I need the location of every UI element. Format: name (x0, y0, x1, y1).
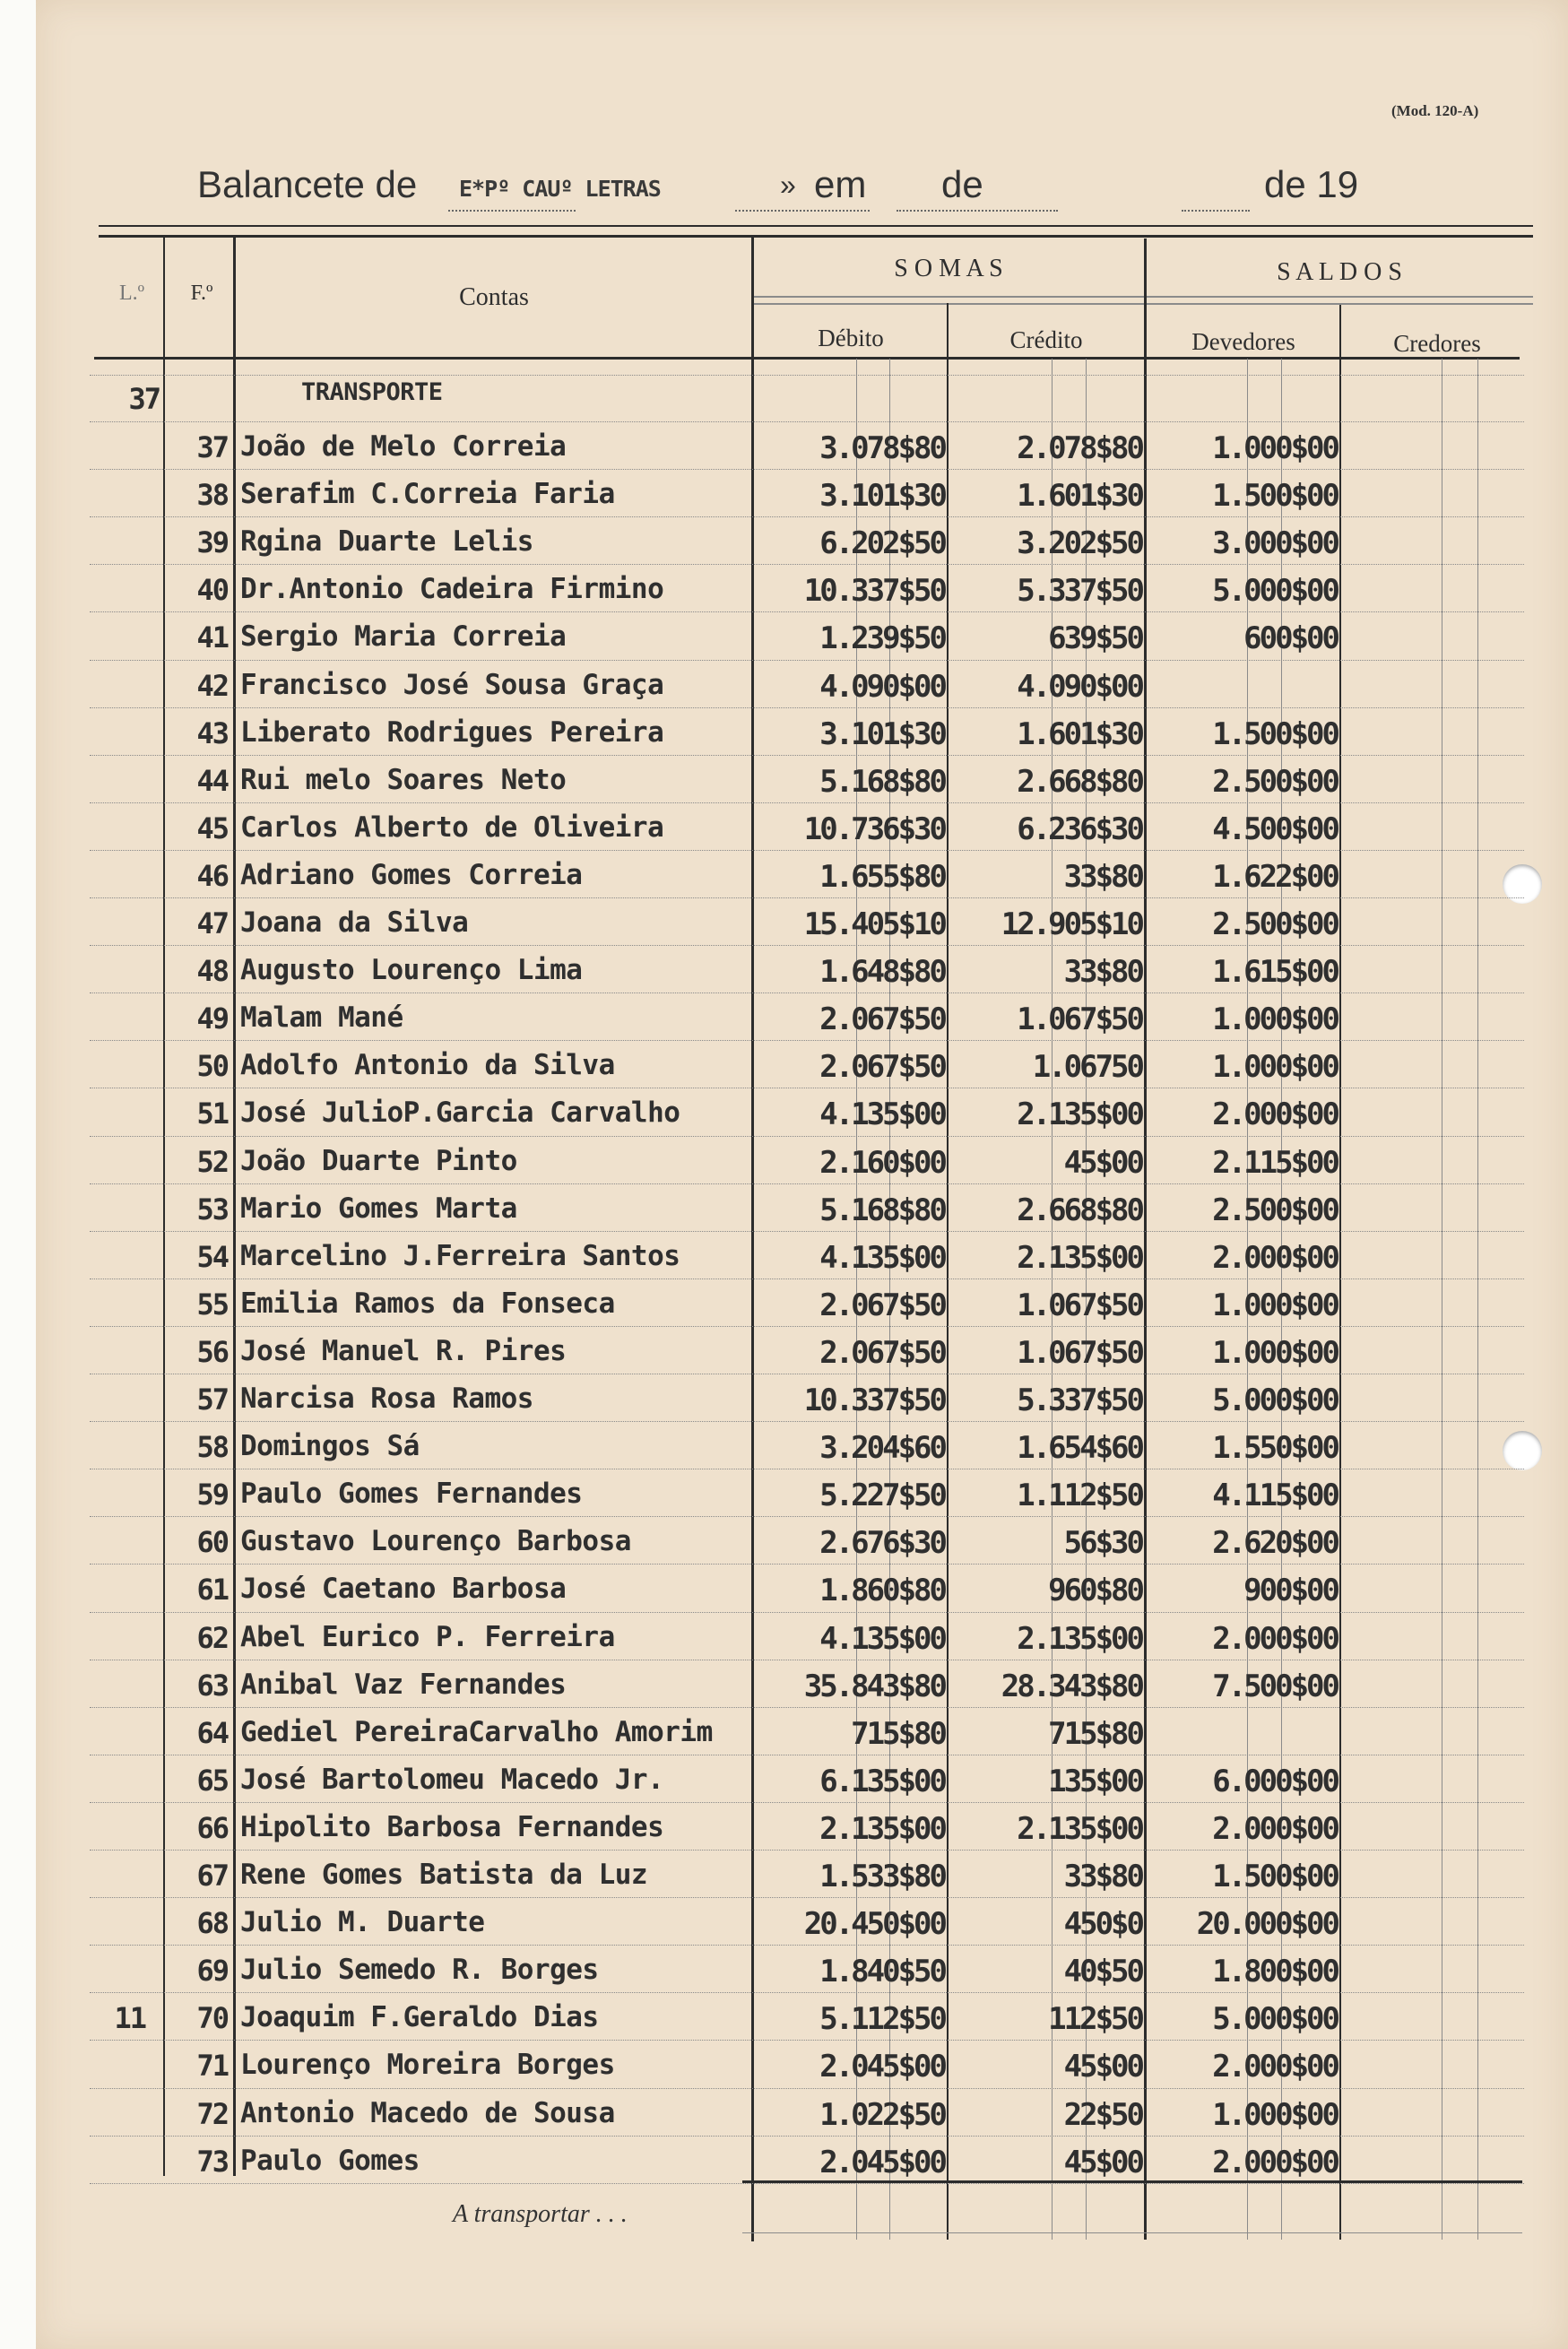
credit-amount: 112$50 (1048, 2001, 1142, 2037)
row-rule (90, 1612, 1524, 1613)
punch-hole-bottom (1503, 1431, 1542, 1470)
credit-amount: 2.078$80 (1017, 430, 1142, 466)
debit-amount: 2.045$00 (819, 2145, 945, 2180)
debtor-balance: 4.115$00 (1212, 1478, 1338, 1513)
debit-amount: 2.067$50 (819, 1335, 945, 1371)
row-rule (90, 2040, 1524, 2041)
account-name: João de Melo Correia (240, 430, 567, 463)
debit-amount: 15.405$10 (803, 906, 945, 942)
credit-amount: 1.601$30 (1017, 716, 1142, 752)
row-rule (90, 1326, 1524, 1327)
debit-amount: 1.655$80 (819, 859, 945, 895)
row-rule (90, 1231, 1524, 1232)
folio-number: 37 (196, 430, 228, 464)
debit-amount: 35.843$80 (803, 1669, 945, 1704)
folio-number: 43 (196, 716, 228, 750)
row-rule (90, 2136, 1524, 2137)
folio-number: 40 (196, 573, 228, 607)
row-rule (90, 1850, 1524, 1851)
folio-number: 42 (196, 669, 228, 703)
row-rule (90, 897, 1524, 898)
row-rule (90, 945, 1524, 946)
row-rule (90, 1992, 1524, 1993)
debit-amount: 2.067$50 (819, 1001, 945, 1037)
account-name: Emilia Ramos da Fonseca (240, 1287, 615, 1320)
header-contas: Contas (459, 283, 529, 311)
credit-amount: 1.067$50 (1017, 1287, 1142, 1323)
account-name: Paulo Gomes (240, 2145, 420, 2177)
credit-amount: 2.668$80 (1017, 764, 1142, 800)
credit-amount: 2.135$00 (1017, 1096, 1142, 1132)
folio-number: 63 (196, 1669, 228, 1703)
account-name: Augusto Lourenço Lima (240, 954, 583, 986)
debit-amount: 2.676$30 (819, 1525, 945, 1561)
folio-number: 73 (196, 2145, 228, 2179)
account-name: José Bartolomeu Macedo Jr. (240, 1764, 664, 1796)
debtor-balance: 1.000$00 (1212, 1049, 1338, 1085)
debit-amount: 20.450$00 (803, 1906, 945, 1942)
lo-mark: 11 (114, 2001, 145, 2035)
account-name: Abel Eurico P. Ferreira (240, 1621, 615, 1653)
row-rule (90, 1136, 1524, 1137)
folio-number: 46 (196, 859, 228, 893)
folio-number: 58 (196, 1430, 228, 1464)
account-name: Rene Gomes Batista da Luz (240, 1859, 648, 1891)
credit-amount: 5.337$50 (1017, 573, 1142, 609)
account-name: Rui melo Soares Neto (240, 764, 567, 796)
credit-amount: 33$80 (1063, 954, 1142, 990)
account-name: Paulo Gomes Fernandes (240, 1478, 583, 1510)
account-name: Anibal Vaz Fernandes (240, 1669, 567, 1701)
page-title (197, 163, 1434, 217)
credit-amount: 40$50 (1063, 1954, 1142, 1989)
debit-amount: 1.648$80 (819, 954, 945, 990)
row-rule (90, 1040, 1524, 1041)
debit-amount: 5.168$80 (819, 1192, 945, 1228)
debit-amount: 5.168$80 (819, 764, 945, 800)
credit-amount: 33$80 (1063, 859, 1142, 895)
title-de: de (941, 163, 983, 205)
folio-number: 39 (196, 525, 228, 559)
debtor-balance: 5.000$00 (1212, 1383, 1338, 1418)
folio-number: 41 (196, 620, 228, 654)
debtor-balance: 2.000$00 (1212, 2049, 1338, 2085)
folio-number: 48 (196, 954, 228, 988)
debit-amount: 715$80 (851, 1716, 945, 1752)
folio-number: 49 (196, 1001, 228, 1036)
credit-amount: 1.06750 (1032, 1049, 1142, 1085)
debtor-balance: 1.000$00 (1212, 1001, 1338, 1037)
credit-amount: 45$00 (1063, 2145, 1142, 2180)
account-name: José Manuel R. Pires (240, 1335, 567, 1367)
header-fo: F.º (190, 282, 213, 305)
debit-amount: 2.067$50 (819, 1287, 945, 1323)
debit-amount: 10.736$30 (803, 811, 945, 847)
folio-number: 50 (196, 1049, 228, 1083)
debtor-balance: 5.000$00 (1212, 2001, 1338, 2037)
folio-number: 65 (196, 1764, 228, 1798)
debit-amount: 5.227$50 (819, 1478, 945, 1513)
credit-amount: 1.601$30 (1017, 478, 1142, 514)
footer-transportar: A transportar . . . (453, 2200, 628, 2228)
debit-amount: 1.022$50 (819, 2097, 945, 2133)
folio-number: 72 (196, 2097, 228, 2131)
folio-number: 59 (196, 1478, 228, 1512)
debtor-balance: 2.000$00 (1212, 1621, 1338, 1657)
folio-number: 56 (196, 1335, 228, 1369)
account-name: João Duarte Pinto (240, 1145, 517, 1177)
folio-number: 47 (196, 906, 228, 940)
folio-number: 52 (196, 1145, 228, 1179)
account-name: Gustavo Lourenço Barbosa (240, 1525, 631, 1557)
debtor-balance: 1.000$00 (1212, 1287, 1338, 1323)
row-rule (90, 1897, 1524, 1898)
debtor-balance: 2.500$00 (1212, 906, 1338, 942)
folio-number: 44 (196, 764, 228, 798)
folio-number: 38 (196, 478, 228, 512)
debit-amount: 3.101$30 (819, 716, 945, 752)
credit-amount: 1.067$50 (1017, 1001, 1142, 1037)
row-rule (90, 611, 1524, 612)
debtor-balance: 1.000$00 (1212, 430, 1338, 466)
debit-amount: 2.135$00 (819, 1811, 945, 1847)
account-name: Adriano Gomes Correia (240, 859, 583, 891)
row-rule (90, 1516, 1524, 1517)
debit-amount: 10.337$50 (803, 573, 945, 609)
account-name: Carlos Alberto de Oliveira (240, 811, 664, 844)
credit-amount: 2.135$00 (1017, 1811, 1142, 1847)
row-rule (90, 1945, 1524, 1946)
folio-number: 55 (196, 1287, 228, 1322)
title-prefix: Balancete de (197, 163, 418, 205)
debit-amount: 5.112$50 (819, 2001, 945, 2037)
account-name: José Caetano Barbosa (240, 1573, 567, 1605)
debit-amount: 2.067$50 (819, 1049, 945, 1085)
debit-amount: 3.101$30 (819, 478, 945, 514)
debit-amount: 4.135$00 (819, 1621, 945, 1657)
folio-number: 60 (196, 1525, 228, 1559)
debtor-balance: 2.000$00 (1212, 1811, 1338, 1847)
debtor-balance: 1.500$00 (1212, 478, 1338, 514)
account-name: Serafim C.Correia Faria (240, 478, 615, 510)
credit-amount: 1.112$50 (1017, 1478, 1142, 1513)
account-name: Gediel PereiraCarvalho Amorim (240, 1716, 713, 1748)
folio-number: 66 (196, 1811, 228, 1845)
credit-amount: 135$00 (1048, 1764, 1142, 1799)
folio-number: 69 (196, 1954, 228, 1988)
row-rule (90, 2183, 1524, 2184)
debtor-balance: 7.500$00 (1212, 1669, 1338, 1704)
debtor-balance: 1.622$00 (1212, 859, 1338, 895)
debtor-balance: 1.615$00 (1212, 954, 1338, 990)
account-name: Dr.Antonio Cadeira Firmino (240, 573, 664, 605)
folio-number: 64 (196, 1716, 228, 1750)
debtor-balance: 2.000$00 (1212, 2145, 1338, 2180)
row-rule (90, 1802, 1524, 1803)
account-name: Joana da Silva (240, 906, 469, 939)
row-rule (90, 992, 1524, 993)
folio-number: 53 (196, 1192, 228, 1227)
folio-number: 51 (196, 1096, 228, 1131)
credit-amount: 45$00 (1063, 2049, 1142, 2085)
debtor-balance: 900$00 (1243, 1573, 1338, 1608)
transport-label: TRANSPORTE (301, 378, 443, 406)
credit-amount: 450$0 (1063, 1906, 1142, 1942)
debit-amount: 1.533$80 (819, 1859, 945, 1894)
header-credores: Credores (1393, 330, 1481, 357)
account-name: Sergio Maria Correia (240, 620, 567, 653)
title-em: em (814, 163, 867, 205)
row-rule (90, 516, 1524, 517)
credit-amount: 6.236$30 (1017, 811, 1142, 847)
debtor-balance: 1.000$00 (1212, 2097, 1338, 2133)
account-name: Narcisa Rosa Ramos (240, 1383, 533, 1415)
folio-number: 45 (196, 811, 228, 845)
header-credito: Crédito (1009, 326, 1083, 353)
debit-amount: 4.135$00 (819, 1240, 945, 1276)
account-name: Francisco José Sousa Graça (240, 669, 664, 701)
row-rule (90, 802, 1524, 803)
row-rule (90, 469, 1524, 470)
account-name: Mario Gomes Marta (240, 1192, 517, 1225)
transport-lo: 37 (128, 382, 160, 416)
credit-amount: 28.343$80 (1001, 1669, 1142, 1704)
credit-amount: 12.905$10 (1001, 906, 1142, 942)
debtor-balance: 2.000$00 (1212, 1096, 1338, 1132)
account-name: José JulioP.Garcia Carvalho (240, 1096, 680, 1129)
account-name: Malam Mané (240, 1001, 403, 1034)
credit-amount: 2.135$00 (1017, 1621, 1142, 1657)
folio-number: 54 (196, 1240, 228, 1274)
debit-amount: 1.860$80 (819, 1573, 945, 1608)
debtor-balance: 2.000$00 (1212, 1240, 1338, 1276)
debtor-balance: 5.000$00 (1212, 573, 1338, 609)
account-name: Julio Semedo R. Borges (240, 1954, 599, 1986)
row-rule (90, 1564, 1524, 1565)
debit-amount: 1.239$50 (819, 620, 945, 656)
account-name: Joaquim F.Geraldo Dias (240, 2001, 599, 2033)
debit-amount: 2.045$00 (819, 2049, 945, 2085)
debtor-balance: 6.000$00 (1212, 1764, 1338, 1799)
debtor-balance: 600$00 (1243, 620, 1338, 656)
header-saldos: S A L D O S (1277, 258, 1402, 286)
folio-number: 57 (196, 1383, 228, 1417)
debtor-balance: 2.115$00 (1212, 1145, 1338, 1181)
debtor-balance: 3.000$00 (1212, 525, 1338, 561)
row-rule (90, 421, 1524, 422)
header-somas: S O M A S (894, 255, 1003, 282)
debtor-balance: 20.000$00 (1196, 1906, 1338, 1942)
folio-number: 70 (196, 2001, 228, 2035)
debit-amount: 4.135$00 (819, 1096, 945, 1132)
row-rule (90, 850, 1524, 851)
form-model: (Mod. 120-A) (1391, 102, 1479, 119)
credit-amount: 4.090$00 (1017, 669, 1142, 705)
folio-number: 62 (196, 1621, 228, 1655)
folio-number: 61 (196, 1573, 228, 1607)
credit-amount: 639$50 (1048, 620, 1142, 656)
row-rule (90, 564, 1524, 565)
credit-amount: 5.337$50 (1017, 1383, 1142, 1418)
credit-amount: 3.202$50 (1017, 525, 1142, 561)
credit-amount: 45$00 (1063, 1145, 1142, 1181)
debtor-balance: 4.500$00 (1212, 811, 1338, 847)
header-lo: L.º (118, 282, 145, 305)
account-name: Liberato Rodrigues Pereira (240, 716, 664, 749)
title-quote: » (780, 169, 796, 201)
debtor-balance: 1.000$00 (1212, 1335, 1338, 1371)
debtor-balance: 1.500$00 (1212, 1859, 1338, 1894)
row-rule (90, 755, 1524, 756)
debtor-balance: 1.500$00 (1212, 716, 1338, 752)
credit-amount: 715$80 (1048, 1716, 1142, 1752)
folio-number: 71 (196, 2049, 228, 2083)
account-name: Julio M. Duarte (240, 1906, 485, 1938)
header-devedores: Devedores (1191, 328, 1295, 355)
credit-amount: 22$50 (1063, 2097, 1142, 2133)
debit-amount: 3.078$80 (819, 430, 945, 466)
credit-amount: 2.668$80 (1017, 1192, 1142, 1228)
folio-number: 68 (196, 1906, 228, 1940)
debit-amount: 3.204$60 (819, 1430, 945, 1466)
account-name: Domingos Sá (240, 1430, 420, 1462)
header-debito: Débito (818, 325, 884, 351)
account-name: Lourenço Moreira Borges (240, 2049, 615, 2081)
row-rule (90, 1707, 1524, 1708)
row-rule (90, 707, 1524, 708)
debtor-balance: 2.500$00 (1212, 764, 1338, 800)
row-rule (90, 2088, 1524, 2089)
row-rule (90, 1421, 1524, 1422)
debtor-balance: 2.500$00 (1212, 1192, 1338, 1228)
folio-number: 67 (196, 1859, 228, 1893)
title-typed: E*Pº CAUº LETRAS (459, 176, 661, 202)
row-rule (90, 375, 1524, 376)
debit-amount: 6.135$00 (819, 1764, 945, 1799)
credit-amount: 960$80 (1048, 1573, 1142, 1608)
account-name: Hipolito Barbosa Fernandes (240, 1811, 664, 1843)
account-name: Rgina Duarte Lelis (240, 525, 533, 558)
debtor-balance: 1.800$00 (1212, 1954, 1338, 1989)
debit-amount: 10.337$50 (803, 1383, 945, 1418)
credit-amount: 1.654$60 (1017, 1430, 1142, 1466)
title-de-19: de 19 (1264, 163, 1359, 205)
debit-amount: 4.090$00 (819, 669, 945, 705)
row-rule (90, 1183, 1524, 1184)
credit-amount: 33$80 (1063, 1859, 1142, 1894)
credit-amount: 56$30 (1063, 1525, 1142, 1561)
row-rule (90, 660, 1524, 661)
account-name: Antonio Macedo de Sousa (240, 2097, 615, 2129)
debtor-balance: 1.550$00 (1212, 1430, 1338, 1466)
account-name: Adolfo Antonio da Silva (240, 1049, 615, 1081)
credit-amount: 1.067$50 (1017, 1335, 1142, 1371)
account-name: Marcelino J.Ferreira Santos (240, 1240, 680, 1272)
debit-amount: 2.160$00 (819, 1145, 945, 1181)
debit-amount: 6.202$50 (819, 525, 945, 561)
debtor-balance: 2.620$00 (1212, 1525, 1338, 1561)
debit-amount: 1.840$50 (819, 1954, 945, 1989)
credit-amount: 2.135$00 (1017, 1240, 1142, 1276)
